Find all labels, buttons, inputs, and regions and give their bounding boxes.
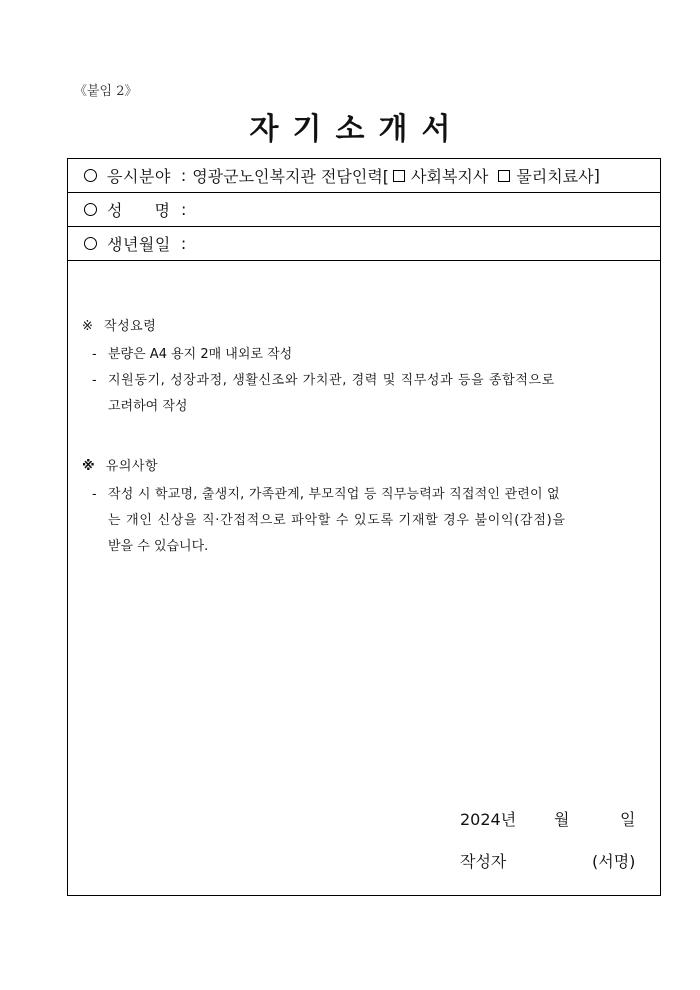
- field-value-suffix: ]: [593, 166, 600, 185]
- note-text-line3: 받을 수 있습니다.: [108, 539, 209, 554]
- option-physical-therapist: 물리치료사: [516, 167, 594, 186]
- circle-bullet-icon: [84, 237, 97, 250]
- name-separator: :: [181, 200, 187, 219]
- notes-heading: [82, 455, 650, 474]
- guideline-item: - 지원동기, 성장과정, 생활신조와 가치관, 경력 및 직무성과 등을 종합적으로 고려하여 작성: [92, 368, 650, 420]
- circle-bullet-icon: [84, 169, 97, 182]
- field-value-prefix: 영광군노인복지관 전담인력[: [192, 167, 390, 186]
- page-title: 자기소개서: [249, 112, 465, 147]
- guideline-text-continued: 고려하여 작성: [108, 399, 188, 414]
- guideline-item: - 분량은 A4 용지 2매 내외로 작성: [92, 347, 293, 362]
- attachment-label: 《붙임 2》: [74, 84, 138, 99]
- field-label: 응시분야: [107, 167, 171, 186]
- notes-heading-text: 유의사항: [105, 459, 159, 474]
- notes-section: [82, 455, 650, 560]
- month-text: 월: [554, 810, 570, 829]
- note-item: - 작성 시 학교명, 출생지, 가족관계, 부모직업 등 직무능력과 직접적인 관련이 없 는 개인 신상을 직·간접적으로 파악할 수 있도록 기재할 경우 불이익(감점)을 받을 수 있습니다.: [92, 482, 650, 560]
- guideline-text: 분량은 A4 용지 2매 내외로 작성: [108, 347, 293, 362]
- reference-mark-icon: ※: [82, 319, 94, 334]
- guideline-text: 지원동기, 성장과정, 생활신조와 가치관, 경력 및 직무성과 등을 종합적으로: [108, 373, 555, 388]
- guidelines-heading-text: 작성요령: [104, 319, 157, 334]
- form-box: [67, 158, 661, 896]
- name-label: 성 명: [107, 201, 170, 220]
- circle-bullet-icon: [84, 203, 97, 216]
- birth-separator: :: [180, 234, 187, 253]
- signature-placeholder[interactable]: (서명): [592, 852, 636, 871]
- checkbox-social-worker[interactable]: [393, 170, 405, 182]
- checkbox-physical-therapist[interactable]: [498, 170, 510, 182]
- note-text-line2: 는 개인 신상을 직·간접적으로 파악할 수 있도록 기재할 경우 불이익(감점)을: [108, 513, 566, 528]
- option-social-worker: 사회복지사: [411, 167, 489, 186]
- guidelines-heading: [82, 315, 650, 334]
- field-row-application: [68, 159, 660, 193]
- birth-label: 생년월일: [107, 235, 171, 254]
- day-text: 일: [620, 810, 636, 829]
- field-row-name[interactable]: [68, 193, 660, 227]
- year-text: 2024년: [460, 810, 517, 829]
- note-text-line1: 작성 시 학교명, 출생지, 가족관계, 부모직업 등 직무능력과 직접적인 관련이 없: [108, 487, 560, 502]
- reference-mark-icon: ※: [82, 459, 96, 474]
- field-row-birth[interactable]: [68, 227, 660, 261]
- writer-label: 작성자: [460, 852, 507, 871]
- guidelines-section: [82, 315, 650, 420]
- field-separator: :: [180, 166, 187, 185]
